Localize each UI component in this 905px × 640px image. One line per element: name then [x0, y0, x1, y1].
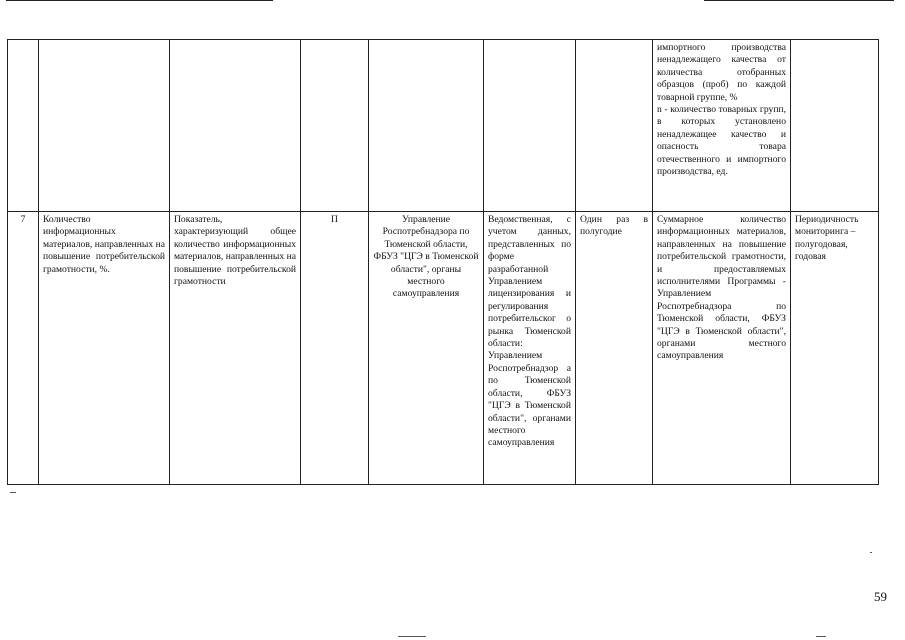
cell-indicator-name: [39, 40, 170, 212]
cell-monitoring: Периодичность мониторинга – полугодовая, годовая: [791, 212, 879, 485]
cell-type: П: [301, 212, 369, 485]
cell-calculation-method: импортного производства ненадлежащего качества от количества отобранных образцов (проб) по каждой товарной группе, % n - количество товарных групп, в которых установлено ненадлежащее качество и опасность товара отечественного и импортного производства, ед.: [653, 40, 791, 212]
cell-type: [301, 40, 369, 212]
table-row-continuation: [8, 40, 879, 212]
scan-artifact: [10, 492, 16, 493]
cell-indicator-name: Количество информационных материалов, направленных на повышение потребительской грамотности, %.: [39, 212, 170, 485]
top-rule-left: [6, 0, 273, 1]
table-row-7: [8, 212, 879, 485]
cell-number: [8, 40, 39, 212]
top-rule-right: [704, 0, 894, 1]
cell-responsible: Управление Роспотребнадзора по Тюменской области, ФБУЗ "ЦГЭ в Тюменской области", органы местного самоуправления: [369, 212, 484, 485]
cell-data-source: [484, 40, 576, 212]
scan-artifact: [870, 552, 872, 553]
cell-calculation-method: Суммарное количество информационных материалов, направленных на повышение потребительской грамотности, и предоставляемых исполнителями Программы - Управлением Роспотребнадзора по Тюменской области, ФБУЗ "ЦГЭ в Тюменской области", органами местного самоуправления: [653, 212, 791, 485]
cell-definition: Показатель, характеризующий общее количество информационных материалов, направленных на повышение потребительской грамотности: [170, 212, 301, 485]
cell-monitoring: [791, 40, 879, 212]
page-number: 59: [874, 589, 887, 604]
cell-definition: [170, 40, 301, 212]
cell-responsible: [369, 40, 484, 212]
cell-data-source: Ведомственная, с учетом данных, представленных по форме разработанной Управлением лицензирования и регулирования потребительског о рынка Тюменской области: Управлением Роспотребнадзор а по Тюменской области, ФБУЗ "ЦГЭ в Тюменской области", органами местного самоуправления: [484, 212, 576, 485]
scan-artifact: [398, 636, 426, 637]
cell-number: 7: [8, 212, 39, 485]
indicators-table: [7, 39, 879, 485]
scan-artifact: [816, 636, 826, 637]
cell-frequency: [576, 40, 653, 212]
cell-frequency: Один раз в полугодие: [576, 212, 653, 485]
